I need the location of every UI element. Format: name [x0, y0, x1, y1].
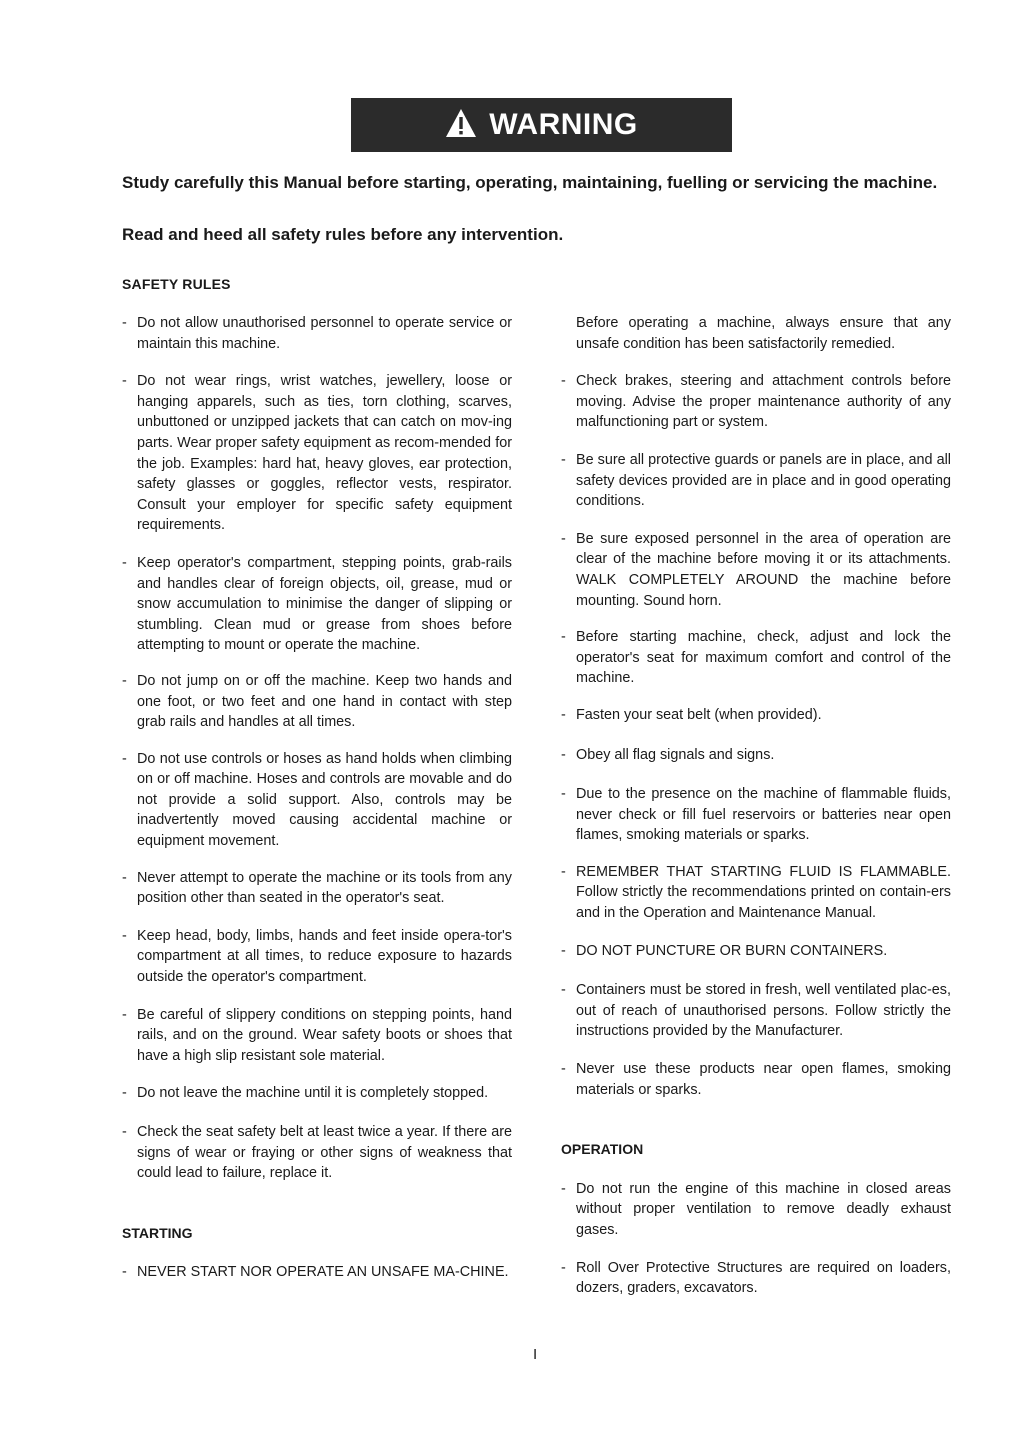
list-item: - Do not use controls or hoses as hand holds when climbing on or off machine. Hoses and controls are movable and do not provide a solid support. Also, controls may be inadvertently moved causing accidental machine or equipment movement. — [122, 750, 512, 850]
list-item: - NEVER START NOR OPERATE AN UNSAFE MA-CHINE. — [122, 1264, 509, 1281]
list-item: - Check brakes, steering and attachment controls before moving. Advise the proper maintenance authority of any malfunctioning part or system. — [561, 373, 951, 431]
list-item: - Be careful of slippery conditions on stepping points, hand rails, and on the ground. Wear safety boots or shoes that have a high slip resistant sole material. — [122, 1006, 512, 1064]
list-item: - DO NOT PUNCTURE OR BURN CONTAINERS. — [561, 942, 888, 959]
list-item: - Check the seat safety belt at least twice a year. If there are signs of wear or fraying or other signs of weakness that could lead to failure, replace it. — [122, 1124, 512, 1182]
list-item: - Never attempt to operate the machine or its tools from any position other than seated in the operator's seat. — [122, 869, 512, 907]
list-item: - Do not allow unauthorised personnel to operate service or maintain this machine. — [122, 315, 512, 352]
list-item: - Do not run the engine of this machine in closed areas without proper ventilation to remove deadly exhaust gases. — [561, 1180, 951, 1238]
operation-heading: OPERATION — [561, 1141, 644, 1158]
list-item: - Be sure exposed personnel in the area of operation are clear of the machine before moving it or its attachments. WALK COMPLETELY AROUND the machine before mounting. Sound horn. — [561, 530, 951, 609]
intro-study-manual: Study carefully this Manual before starting, operating, maintaining, fuelling or servicing the machine. — [122, 173, 938, 192]
warning-triangle-icon — [445, 108, 477, 138]
list-item: - Before starting machine, check, adjust and lock the operator's seat for maximum comfort and control of the machine. — [561, 629, 951, 687]
list-item: - Keep operator's compartment, stepping points, grab-rails and handles clear of foreign objects, oil, grease, mud or snow accumulation to minimise the danger of slipping or stumbling. Clean mud or grease from shoes before attempting to mount or operate the machine. — [122, 554, 512, 654]
list-item: - Do not leave the machine until it is completely stopped. — [122, 1085, 489, 1102]
warning-banner — [351, 98, 732, 152]
list-item: - Containers must be stored in fresh, well ventilated plac-es, out of reach of unauthorised persons. Follow strictly the instructions provided by the Manufacturer. — [561, 982, 951, 1040]
left-column — [122, 313, 512, 1300]
intro-read-safety-rules: Read and heed all safety rules before any intervention. — [122, 225, 564, 244]
safety-rules-heading: SAFETY RULES — [122, 276, 231, 292]
list-item: - Obey all flag signals and signs. — [561, 746, 775, 763]
list-item: - Never use these products near open flames, smoking materials or sparks. — [561, 1061, 951, 1098]
warning-title: WARNING — [489, 108, 638, 141]
list-item: - Be sure all protective guards or panels are in place, and all safety devices provided are in place and in good operating conditions. — [561, 451, 951, 510]
list-item: - Do not wear rings, wrist watches, jewellery, loose or hanging apparels, such as ties, torn clothing, scarves, unbuttoned or unzipped jackets that can catch on mov-ing parts. Wear proper safety equipment as recom-mended for the job. Examples: hard hat, heavy gloves, ear protection, safety glasses or goggles, reflector vests, respirator. Consult your employer for specific safety equipment requirements. — [122, 373, 512, 534]
list-item: - Keep head, body, limbs, hands and feet inside opera-tor's compartment at all times, to reduce exposure to hazards outside the operator's compartment. — [122, 927, 512, 986]
list-item: - Due to the presence on the machine of flammable fluids, never check or fill fuel reservoirs or batteries near open flames, smoking materials or sparks. — [561, 786, 951, 844]
right-column — [561, 313, 951, 1316]
starting-continuation: Before operating a machine, always ensure that any unsafe condition has been satisfactorily remedied. — [576, 315, 951, 352]
list-item: - Do not jump on or off the machine. Keep two hands and one foot, or two feet and one hand in contact with step grab rails and handles at all times. — [122, 672, 512, 731]
list-item: - REMEMBER THAT STARTING FLUID IS FLAMMABLE. Follow strictly the recommendations printed on contain-ers and in the Operation and Maintenance Manual. — [561, 863, 951, 922]
page-number: I — [533, 1346, 538, 1363]
starting-heading: STARTING — [122, 1224, 193, 1241]
list-item: - Fasten your seat belt (when provided). — [561, 706, 822, 723]
list-item: - Roll Over Protective Structures are required on loaders, dozers, graders, excavators. — [561, 1259, 951, 1297]
